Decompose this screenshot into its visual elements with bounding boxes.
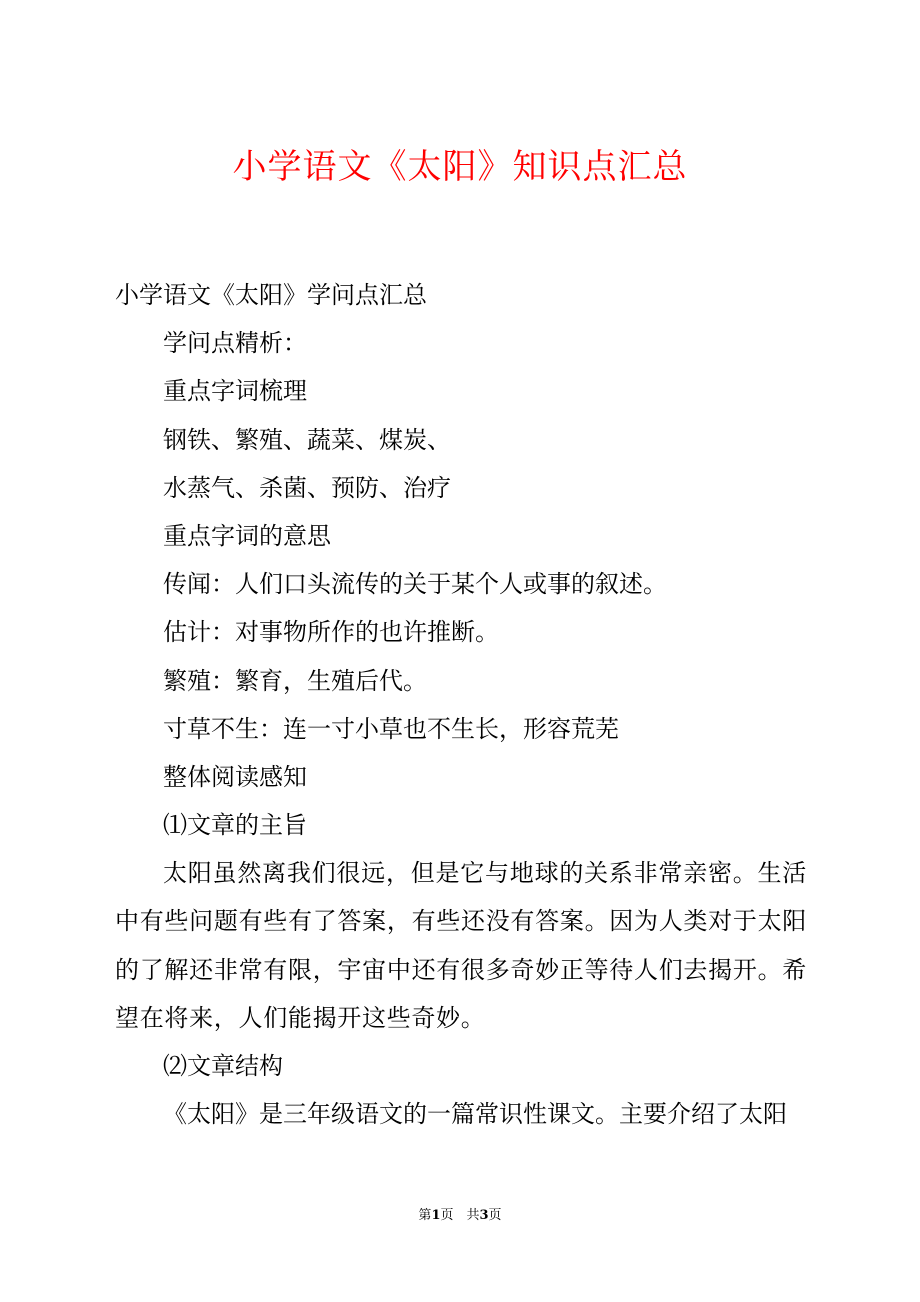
text-line: 学问点精析：	[163, 329, 307, 358]
text-line: 寸草不生：连一寸小草也不生长，形容荒芜	[163, 714, 619, 743]
text-line: 估计：对事物所作的也许推断。	[163, 618, 499, 647]
footer-suffix: 页	[488, 1208, 502, 1223]
document-title: 小学语文《太阳》知识点汇总	[232, 147, 688, 187]
footer-mid: 页 共	[440, 1208, 480, 1223]
page-current: 1	[431, 1208, 441, 1223]
document-body	[115, 271, 807, 1138]
text-line: 水蒸气、杀菌、预防、治疗	[163, 473, 451, 502]
text-line: 重点字词梳理	[163, 377, 307, 406]
text-line: 钢铁、繁殖、蔬菜、煤炭、	[163, 425, 451, 454]
body-paragraph: 太阳虽然离我们很远，但是它与地球的关系非常亲密。生活中有些问题有些有了答案，有些还没有答案。因为人类对于太阳的了解还非常有限，宇宙中还有很多奇妙正等待人们去揭开。希望在将来，人们能揭开这些奇妙。	[115, 859, 807, 1032]
text-line: 整体阅读感知	[163, 762, 307, 791]
text-line: 传闻：人们口头流传的关于某个人或事的叙述。	[163, 570, 667, 599]
footer-prefix: 第	[418, 1208, 432, 1223]
subtitle-line: 小学语文《太阳》学问点汇总	[115, 281, 427, 309]
text-line: ⑴文章的主旨	[163, 811, 307, 840]
body-paragraph: 《太阳》是三年级语文的一篇常识性课文。主要介绍了太阳	[163, 1100, 787, 1129]
section-heading: ⑵文章结构	[163, 1052, 283, 1081]
page-footer	[0, 1206, 920, 1226]
text-line: 繁殖：繁育，生殖后代。	[163, 666, 427, 695]
text-line: 重点字词的意思	[163, 521, 331, 550]
page-total: 3	[479, 1208, 489, 1223]
